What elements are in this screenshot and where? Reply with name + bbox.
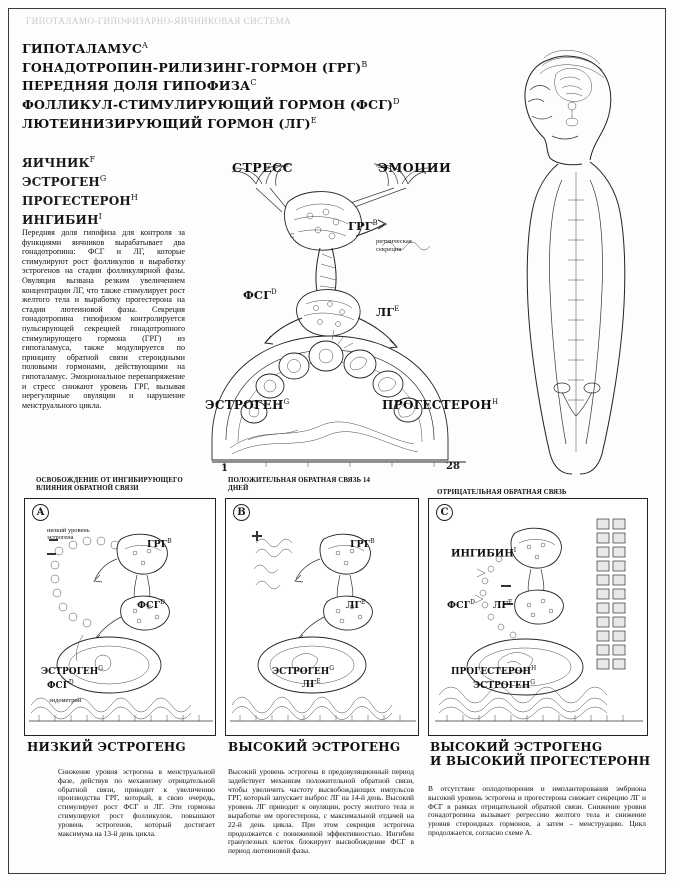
label-emotions: ЭМОЦИИ (378, 160, 452, 175)
panel-c-letter: C (436, 504, 453, 521)
title-panel-c-line1: ВЫСОКИЙ ЭСТРОГЕНG (430, 740, 603, 754)
panel-b-label-lh-2: $ЛГ^E$ (302, 678, 321, 690)
label-cycle-day-1: 1 (221, 463, 228, 474)
label-stress: СТРЕСС (232, 160, 294, 175)
intro-paragraph: Передняя доля гипофиза для контроля за функциями яичников вырабатывает два гонадотропина: ФСГ и ЛГ, которые стимулируют рост фолликулов и выработку эстрогенов на стадии фолликулярной фазы. Овуляция вызвана резким увеличением концентрации ЛГ, что также стимулирует рост желтого тела и выработку прогестерона на стадии лютеиновой фазы. Секреция гонадотропина гипофизом контролируется пульсирующей секрецией гонадотропного стимулирующего гормона (ГРГ) из гипоталамуса, также модулируется по принципу обратной связи стероидными половыми гормонами, действующими на гипоталамус. Эмоциональное перенапряжение и стресс снижают уровень ГРГ, вызывая нерегулярные овуляции и нарушение менструального цикла. (22, 228, 185, 410)
heading-gnrh: ГОНАДОТРОПИН-РИЛИЗИНГ-ГОРМОН (ГРГ)$^B$ (22, 59, 368, 75)
panel-a-label-gnrh: $ГРГ^B$ (147, 538, 172, 551)
main-hpo-axis-diagram (170, 140, 500, 480)
caption-panel-a: ОСВОБОЖДЕНИЕ ОТ ИНГИБИРУЮЩЕГО ВЛИЯНИЯ ОБРАТНОЙ СВЯЗИ (36, 477, 183, 492)
panel-a-label-fsh: $ФСГ^D$ (137, 599, 165, 612)
heading-anterior-pituitary: ПЕРЕДНЯЯ ДОЛЯ $ГИПОФИЗА^C$ (22, 78, 257, 94)
label-estrogen-main: $ЭСТРОГЕН^G$ (205, 398, 290, 412)
panel-c-label-progesterone: $ПРОГЕСТЕРОН^H$ (451, 665, 537, 677)
title-panel-b: ВЫСОКИЙ ЭСТРОГЕНG (228, 740, 401, 754)
heading-progesterone: $ПРОГЕСТЕРОН^H$ (22, 193, 139, 208)
caption-panel-c: ОТРИЦАТЕЛЬНАЯ ОБРАТНАЯ СВЯЗЬ (437, 489, 567, 496)
heading-inhibin: $ИНГИБИН^I$ (22, 212, 103, 227)
title-panel-a: НИЗКИЙ ЭСТРОГЕНG (27, 740, 186, 754)
body-outline-figure (500, 40, 665, 480)
label-cycle-day-28: 28 (446, 461, 460, 472)
faint-header-text: ГИПОТАЛАМО-ГИПОФИЗАРНО-ЯИЧНИКОВАЯ СИСТЕМА (26, 16, 292, 26)
heading-ovary: $ЯИЧНИК^F$ (22, 155, 96, 170)
panel-c-label-inhibin: $ИНГИБИН^I$ (451, 547, 517, 560)
panel-a-label-fsh-2: $ФСГ^D$ (47, 679, 74, 691)
body-text-panel-b: Высокий уровень эстрогена в предовуляционный период задействует механизм положительной обратной связи, чтобы увеличить частоту высвобождающих импульсов ГРГ, который запускает выброс ЛГ на 14-й день. Высокий уровень ЛГ приводит к овуляции, росту желтого тела и выработке им прогестерона, с максимальной отдачей на 22-й день цикла. При этом секреция эстрогена продолжается с пониженной эффективностью. Ингибин гранулезных клеток блокирует высвобождение ФСГ в период лютеиновой фазы. (228, 767, 414, 856)
caption-panel-b: ПОЛОЖИТЕЛЬНАЯ ОБРАТНАЯ СВЯЗЬ 14 ДНЕЙ (228, 477, 371, 492)
label-progesterone-main: $ПРОГЕСТЕРОН^H$ (382, 398, 499, 412)
label-rhythmic-secretion: ритмическая секреция (376, 238, 412, 253)
panel-b-label-estrogen: $ЭСТРОГЕН^G$ (272, 665, 335, 677)
panel-a (24, 498, 216, 736)
panel-b-label-gnrh: $ГРГ^B$ (350, 538, 375, 551)
title-panel-c-line2: И ВЫСОКИЙ ПРОГЕСТЕРОНH (430, 754, 651, 768)
panel-a-label-estrogen: $ЭСТРОГЕН^G$ (41, 665, 104, 677)
panel-b (225, 498, 419, 736)
panel-a-note: низкий уровень эстрогена (47, 527, 90, 542)
panel-c-label-estrogen: $ЭСТРОГЕН^G$ (473, 679, 536, 691)
panel-c-label-lh: $ЛГ^E$ (493, 599, 513, 612)
label-lh: $ЛГ^E$ (376, 305, 400, 319)
heading-fsh: ФОЛЛИКУЛ-СТИМУЛИРУЮЩИЙ ГОРМОН (ФСГ)$^D$ (22, 96, 400, 113)
main-heading-block (22, 38, 400, 131)
panel-b-letter: B (233, 504, 250, 521)
panel-b-label-lh: $ЛГ^E$ (346, 599, 366, 612)
label-gnrh: $ГРГ^B$ (348, 219, 378, 233)
body-text-panel-c: В отсутствие оплодотворения и имплантирования эмбриона высокий уровень эстрогена и прогестерона снижает секрецию ЛГ и ФСГ в рамках отрицательной обратной связи. Снижение уровня гонадотропина вызывает регрессию желтого тела и снижение уровня стероидных гормонов, а затем – менструацию. Цикл продолжается, согласно схеме A. (428, 784, 646, 837)
body-text-panel-a: Снижение уровня эстрогена в менструальной фазе, действуя по механизму отрицательной обратной связи, приводит к увеличению производства ГРГ, который, в свою очередь, стимулирует рост ФСГ и ЛГ. Эти гормоны стимулируют рост фолликулов, повышают уровень эстрогенов, который достигает максимума на 13-й день цикла. (58, 767, 215, 838)
heading-lh: ЛЮТЕИНИЗИРУЮЩИЙ ГОРМОН (ЛГ)$^E$ (22, 115, 317, 131)
panel-c-label-fsh: $ФСГ^D$ (447, 599, 475, 612)
panel-a-label-endometrium: эндометрий (49, 697, 82, 704)
ovary-heading-block (22, 152, 182, 228)
svg-text:C: C (290, 233, 295, 240)
label-fsh: $ФСГ^D$ (243, 288, 277, 302)
panel-a-letter: A (32, 504, 49, 521)
panel-c (428, 498, 648, 736)
heading-estrogen: $ЭСТРОГЕН^G$ (22, 174, 107, 189)
heading-hypothalamus: $ГИПОТАЛАМУС^A$ (22, 41, 148, 57)
